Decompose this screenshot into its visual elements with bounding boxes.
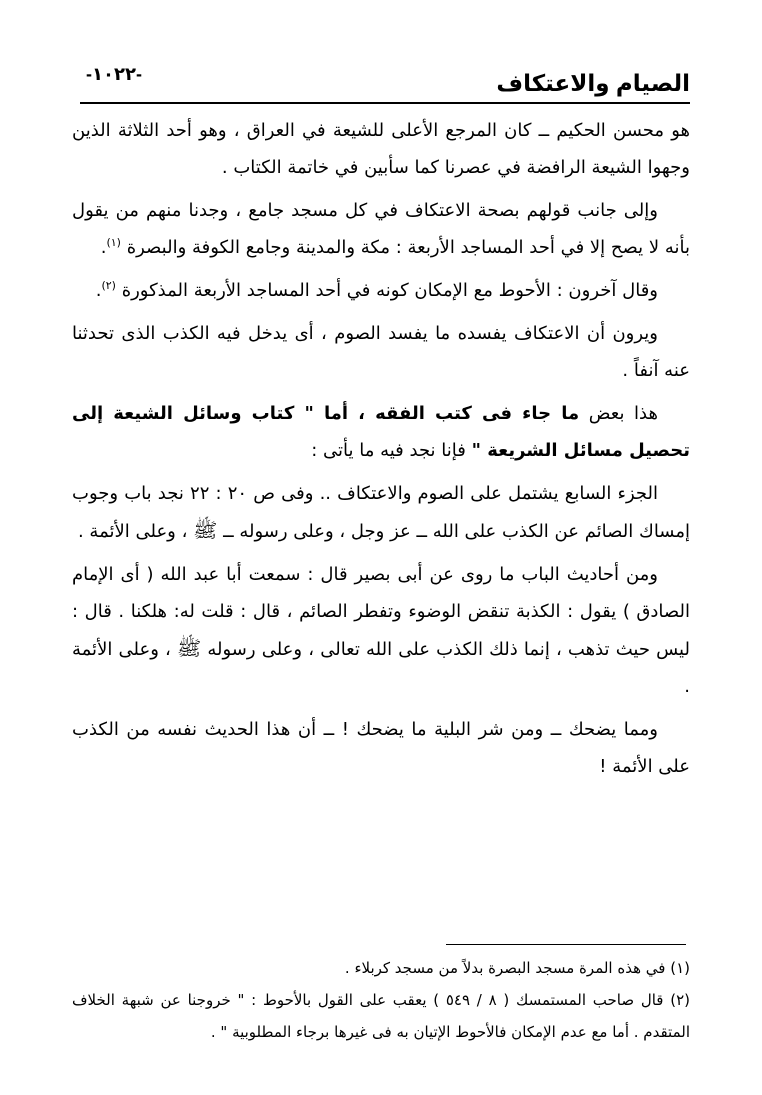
salutation-glyph: ﷺ (193, 518, 218, 542)
footnote-2: (٢) قال صاحب المستمسك ( ٨ / ٥٤٩ ) يعقب على القول بالأحوط : " خروجنا عن شبهة الخلاف المتقدم . أما مع عدم الإمكان فالأحوط الإتيان به فى غيرها برجاء المطلوبية " . (72, 991, 690, 1041)
paragraph-5: هذا بعض ما جاء فى كتب الفقه ، أما " كتاب وسائل الشيعة إلى تحصيل مسائل الشريعة " فإنا نجد فيه ما يأتى : (72, 403, 690, 461)
footnote-ref-2: (٢) (101, 279, 116, 292)
paragraph-2: وإلى جانب قولهم بصحة الاعتكاف في كل مسجد جامع ، وجدنا منهم من يقول بأنه لا يصح إلا في أحد المساجد الأربعة : مكة والمدينة وجامع الكوفة والبصرة $^{(١)}$. (72, 200, 690, 258)
paragraph-4: ويرون أن الاعتكاف يفسده ما يفسد الصوم ، أى يدخل فيه الكذب الذى تحدثنا عنه آنفاً . (72, 323, 690, 381)
salutation-glyph-2: ﷺ (177, 636, 202, 660)
page-number: -١٠٢٢- (86, 64, 142, 84)
footnotes (72, 952, 690, 1048)
main-text (72, 112, 690, 791)
page-header (80, 58, 690, 104)
bold-book-reference: ما جاء فى كتب الفقه ، أما " كتاب وسائل الشيعة إلى تحصيل مسائل الشريعة " (72, 403, 690, 461)
footnote-1: (١) في هذه المرة مسجد البصرة بدلاً من مسجد كربلاء . (344, 959, 690, 977)
paragraph-7: ومن أحاديث الباب ما روى عن أبى بصير قال : سمعت أبا عبد الله ( أى الإمام الصادق ) يقول : الكذبة تنقض الوضوء وتفطر الصائم ، قال : قلت له: هلكنا . قال : ليس حيث تذهب ، إنما ذلك الكذب على الله تعالى ، وعلى رسوله ﷺ ، وعلى الأئمة . (72, 564, 690, 697)
paragraph-1: هو محسن الحكيم ــ كان المرجع الأعلى للشيعة في العراق ، وهو أحد الثلاثة الذين وجهوا الشيعة الرافضة في عصرنا كما سأبين في خاتمة الكتاب . (72, 120, 690, 178)
chapter-title: الصيام والاعتكاف (496, 70, 690, 96)
paragraph-6: الجزء السابع يشتمل على الصوم والاعتكاف .. وفى ص ٢٠ : ٢٢ نجد باب وجوب إمساك الصائم عن الكذب على الله ــ عز وجل ، وعلى رسوله ــ ﷺ ، وعلى الأئمة . (72, 483, 690, 542)
paragraph-8: ومما يضحك ــ ومن شر البلية ما يضحك ! ــ أن هذا الحديث نفسه من الكذب على الأئمة ! (72, 719, 690, 777)
paragraph-3: وقال آخرون : الأحوط مع الإمكان كونه في أحد المساجد الأربعة المذكورة $^{(٢)}$. (95, 279, 658, 301)
footnote-ref-1: (١) (106, 236, 121, 249)
footnote-divider (446, 944, 686, 945)
